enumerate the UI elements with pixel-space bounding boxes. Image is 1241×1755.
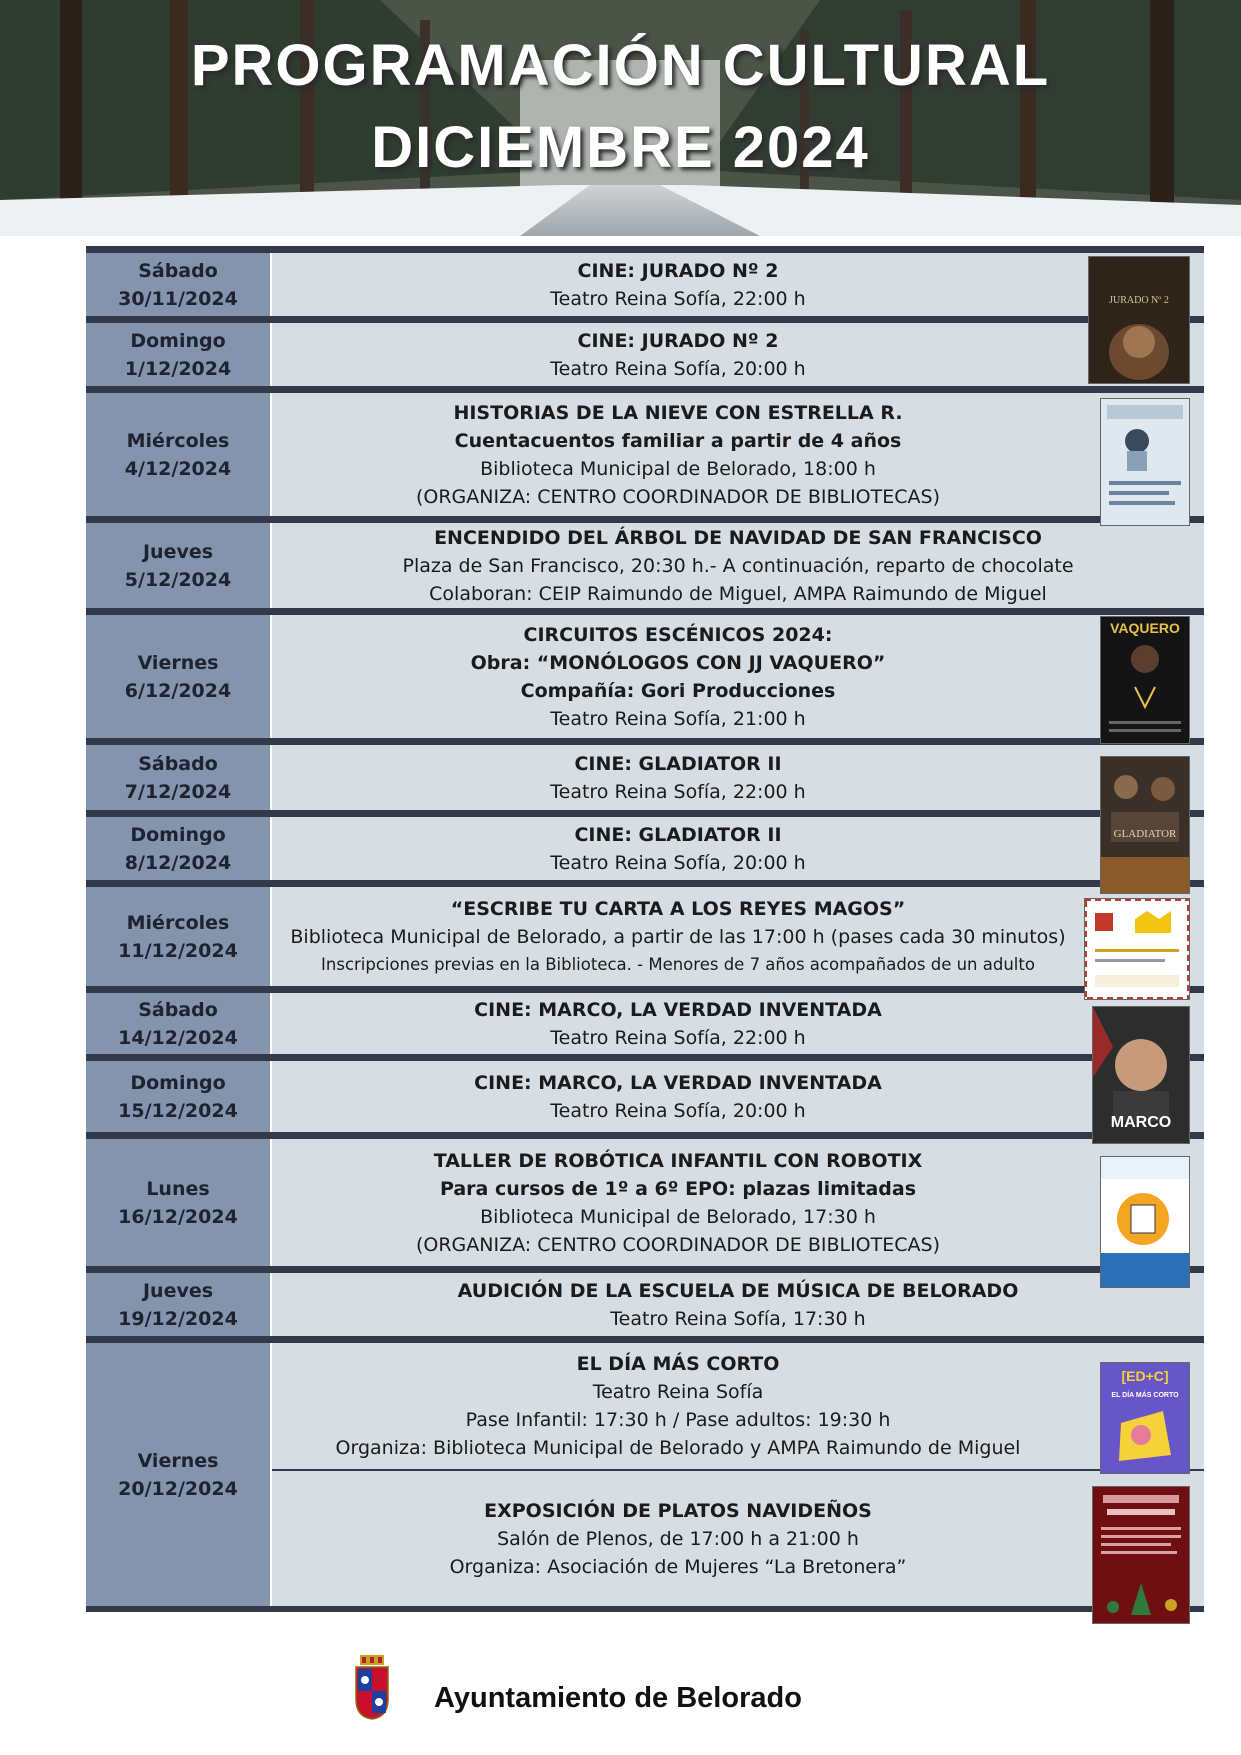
event-row xyxy=(86,516,1204,608)
poster-platos-navidenos xyxy=(1092,1486,1190,1624)
event-cell xyxy=(272,817,1204,880)
event-title: CIRCUITOS ESCÉNICOS 2024: xyxy=(523,623,833,646)
event-cell xyxy=(272,1273,1204,1336)
event-row xyxy=(86,986,1204,1054)
date-label: 15/12/2024 xyxy=(118,1099,238,1122)
day-label: Viernes xyxy=(137,1449,219,1472)
event-subtitle: Obra: “MONÓLOGOS CON JJ VAQUERO” xyxy=(470,651,886,674)
event-title: AUDICIÓN DE LA ESCUELA DE MÚSICA DE BELORADO xyxy=(457,1279,1019,1302)
event-cell xyxy=(272,1061,1204,1132)
event-row xyxy=(86,738,1204,810)
event-title: CINE: GLADIATOR II xyxy=(574,823,782,846)
event-cell xyxy=(272,745,1204,810)
event-row xyxy=(86,1336,1204,1612)
event-row xyxy=(86,1054,1204,1132)
event-subtitle: Para cursos de 1º a 6º EPO: plazas limitadas xyxy=(439,1177,917,1200)
date-cell xyxy=(86,1061,270,1132)
event-detail: Teatro Reina Sofía, 20:00 h xyxy=(550,357,806,380)
event-row xyxy=(86,1266,1204,1336)
event-cell xyxy=(272,887,1204,986)
event-detail: Biblioteca Municipal de Belorado, 18:00 h xyxy=(480,457,876,480)
event-row xyxy=(86,1132,1204,1266)
event-detail: Teatro Reina Sofía, 22:00 h xyxy=(550,287,806,310)
date-cell xyxy=(86,323,270,386)
date-cell xyxy=(86,615,270,738)
event-cell xyxy=(272,393,1204,516)
event-row xyxy=(86,316,1204,386)
day-label: Domingo xyxy=(130,329,226,352)
event-organizer: (ORGANIZA: CENTRO COORDINADOR DE BIBLIOTECAS) xyxy=(415,485,940,508)
day-label: Jueves xyxy=(142,540,214,563)
date-label: 14/12/2024 xyxy=(118,1026,238,1049)
day-label: Domingo xyxy=(130,823,226,846)
event-cell xyxy=(272,1343,1204,1469)
date-cell xyxy=(86,523,270,608)
event-company: Compañía: Gori Producciones xyxy=(520,679,836,702)
event-cell xyxy=(272,323,1204,386)
poster-marco xyxy=(1092,1006,1190,1144)
event-detail: Salón de Plenos, de 17:00 h a 21:00 h xyxy=(497,1527,859,1550)
date-label: 19/12/2024 xyxy=(118,1307,238,1330)
event-collaborators: Colaboran: CEIP Raimundo de Miguel, AMPA Raimundo de Miguel xyxy=(429,582,1047,605)
day-label: Viernes xyxy=(137,651,219,674)
event-title: CINE: JURADO Nº 2 xyxy=(577,259,779,282)
event-title: CINE: MARCO, LA VERDAD INVENTADA xyxy=(474,998,882,1021)
date-cell xyxy=(86,993,270,1054)
event-detail: Biblioteca Municipal de Belorado, a partir de las 17:00 h (pases cada 30 minutos) xyxy=(290,925,1066,948)
date-cell xyxy=(86,253,270,316)
date-label: 7/12/2024 xyxy=(124,780,232,803)
event-cell xyxy=(272,615,1204,738)
day-label: Domingo xyxy=(130,1071,226,1094)
date-label: 8/12/2024 xyxy=(124,851,232,874)
event-cell xyxy=(272,1469,1204,1606)
poster-gladiator-title: GLADIATOR xyxy=(1113,828,1177,840)
event-title: “ESCRIBE TU CARTA A LOS REYES MAGOS” xyxy=(450,897,906,920)
date-cell xyxy=(86,1343,270,1606)
event-note: Inscripciones previas en la Biblioteca. - Menores de 7 años acompañados de un adulto xyxy=(321,954,1035,974)
date-label: 11/12/2024 xyxy=(118,939,238,962)
date-cell xyxy=(86,1273,270,1336)
event-detail: Pase Infantil: 17:30 h / Pase adultos: 19:30 h xyxy=(465,1409,891,1431)
day-label: Miércoles xyxy=(126,911,230,934)
event-cell xyxy=(272,1139,1204,1266)
event-row xyxy=(86,880,1204,986)
poster-marco-title: MARCO xyxy=(1110,1114,1172,1131)
event-row xyxy=(86,386,1204,516)
day-label: Miércoles xyxy=(126,429,230,452)
event-detail: Biblioteca Municipal de Belorado, 17:30 h xyxy=(480,1205,876,1228)
event-venue: Teatro Reina Sofía xyxy=(592,1381,764,1403)
date-label: 16/12/2024 xyxy=(118,1205,238,1228)
event-detail: Teatro Reina Sofía, 21:00 h xyxy=(550,707,806,730)
poster-edc-subtitle: EL DÍA MÁS CORTO xyxy=(1111,1392,1179,1399)
footer-organization: Ayuntamiento de Belorado xyxy=(434,1682,802,1714)
event-cell xyxy=(272,253,1204,316)
event-detail: Teatro Reina Sofía, 20:00 h xyxy=(550,851,806,874)
event-detail: Teatro Reina Sofía, 20:00 h xyxy=(550,1099,806,1122)
event-subtitle: Cuentacuentos familiar a partir de 4 años xyxy=(454,429,902,452)
event-detail: Teatro Reina Sofía, 22:00 h xyxy=(550,780,806,803)
poster-jurado xyxy=(1088,256,1190,384)
poster-gladiator xyxy=(1100,756,1190,894)
date-cell xyxy=(86,817,270,880)
date-label: 6/12/2024 xyxy=(124,679,232,702)
date-cell xyxy=(86,393,270,516)
day-label: Sábado xyxy=(138,998,218,1021)
date-cell xyxy=(86,887,270,986)
event-cell xyxy=(272,993,1204,1054)
poster-robotix xyxy=(1100,1156,1190,1288)
poster-edc-title: [ED+C] xyxy=(1121,1368,1169,1384)
poster-carta-reyes xyxy=(1084,898,1190,1000)
event-detail: Teatro Reina Sofía, 17:30 h xyxy=(610,1307,866,1330)
day-label: Sábado xyxy=(138,259,218,282)
date-label: 4/12/2024 xyxy=(124,457,232,480)
event-cell xyxy=(272,523,1204,608)
event-title: HISTORIAS DE LA NIEVE CON ESTRELLA R. xyxy=(453,401,903,424)
header-banner xyxy=(0,0,1241,236)
event-row xyxy=(86,246,1204,316)
event-title: EL DÍA MÁS CORTO xyxy=(576,1353,780,1375)
day-label: Sábado xyxy=(138,752,218,775)
date-cell xyxy=(86,745,270,810)
coat-of-arms-icon xyxy=(352,1655,392,1721)
event-organizer: Organiza: Asociación de Mujeres “La Bretonera” xyxy=(449,1555,907,1578)
poster-jurado-title: JURADO Nº 2 xyxy=(1109,295,1169,306)
event-organizer: Organiza: Biblioteca Municipal de Belorado y AMPA Raimundo de Miguel xyxy=(335,1437,1021,1459)
page-title-line1: PROGRAMACIÓN CULTURAL xyxy=(190,33,1051,98)
event-title: CINE: JURADO Nº 2 xyxy=(577,329,779,352)
date-label: 20/12/2024 xyxy=(118,1477,238,1500)
date-label: 30/11/2024 xyxy=(118,287,238,310)
event-title: EXPOSICIÓN DE PLATOS NAVIDEÑOS xyxy=(484,1499,872,1522)
event-row xyxy=(86,608,1204,738)
poster-vaquero xyxy=(1100,616,1190,744)
event-title: TALLER DE ROBÓTICA INFANTIL CON ROBOTIX xyxy=(433,1149,923,1172)
date-label: 1/12/2024 xyxy=(124,357,232,380)
event-title: CINE: GLADIATOR II xyxy=(574,752,782,775)
day-label: Lunes xyxy=(146,1177,210,1200)
poster-vaquero-title: VAQUERO xyxy=(1110,620,1180,636)
event-title: CINE: MARCO, LA VERDAD INVENTADA xyxy=(474,1071,882,1094)
date-cell xyxy=(86,1139,270,1266)
poster-dia-mas-corto xyxy=(1100,1362,1190,1474)
event-detail: Teatro Reina Sofía, 22:00 h xyxy=(550,1026,806,1049)
poster-historias-nieve xyxy=(1100,398,1190,526)
page-title-line2: DICIEMBRE 2024 xyxy=(371,115,870,180)
event-row xyxy=(86,810,1204,880)
event-organizer: (ORGANIZA: CENTRO COORDINADOR DE BIBLIOTECAS) xyxy=(415,1233,940,1256)
events-table xyxy=(86,246,1204,1612)
date-label: 5/12/2024 xyxy=(124,568,232,591)
event-title: ENCENDIDO DEL ÁRBOL DE NAVIDAD DE SAN FRANCISCO xyxy=(434,526,1042,549)
event-detail: Plaza de San Francisco, 20:30 h.- A continuación, reparto de chocolate xyxy=(402,554,1074,577)
day-label: Jueves xyxy=(142,1279,214,1302)
